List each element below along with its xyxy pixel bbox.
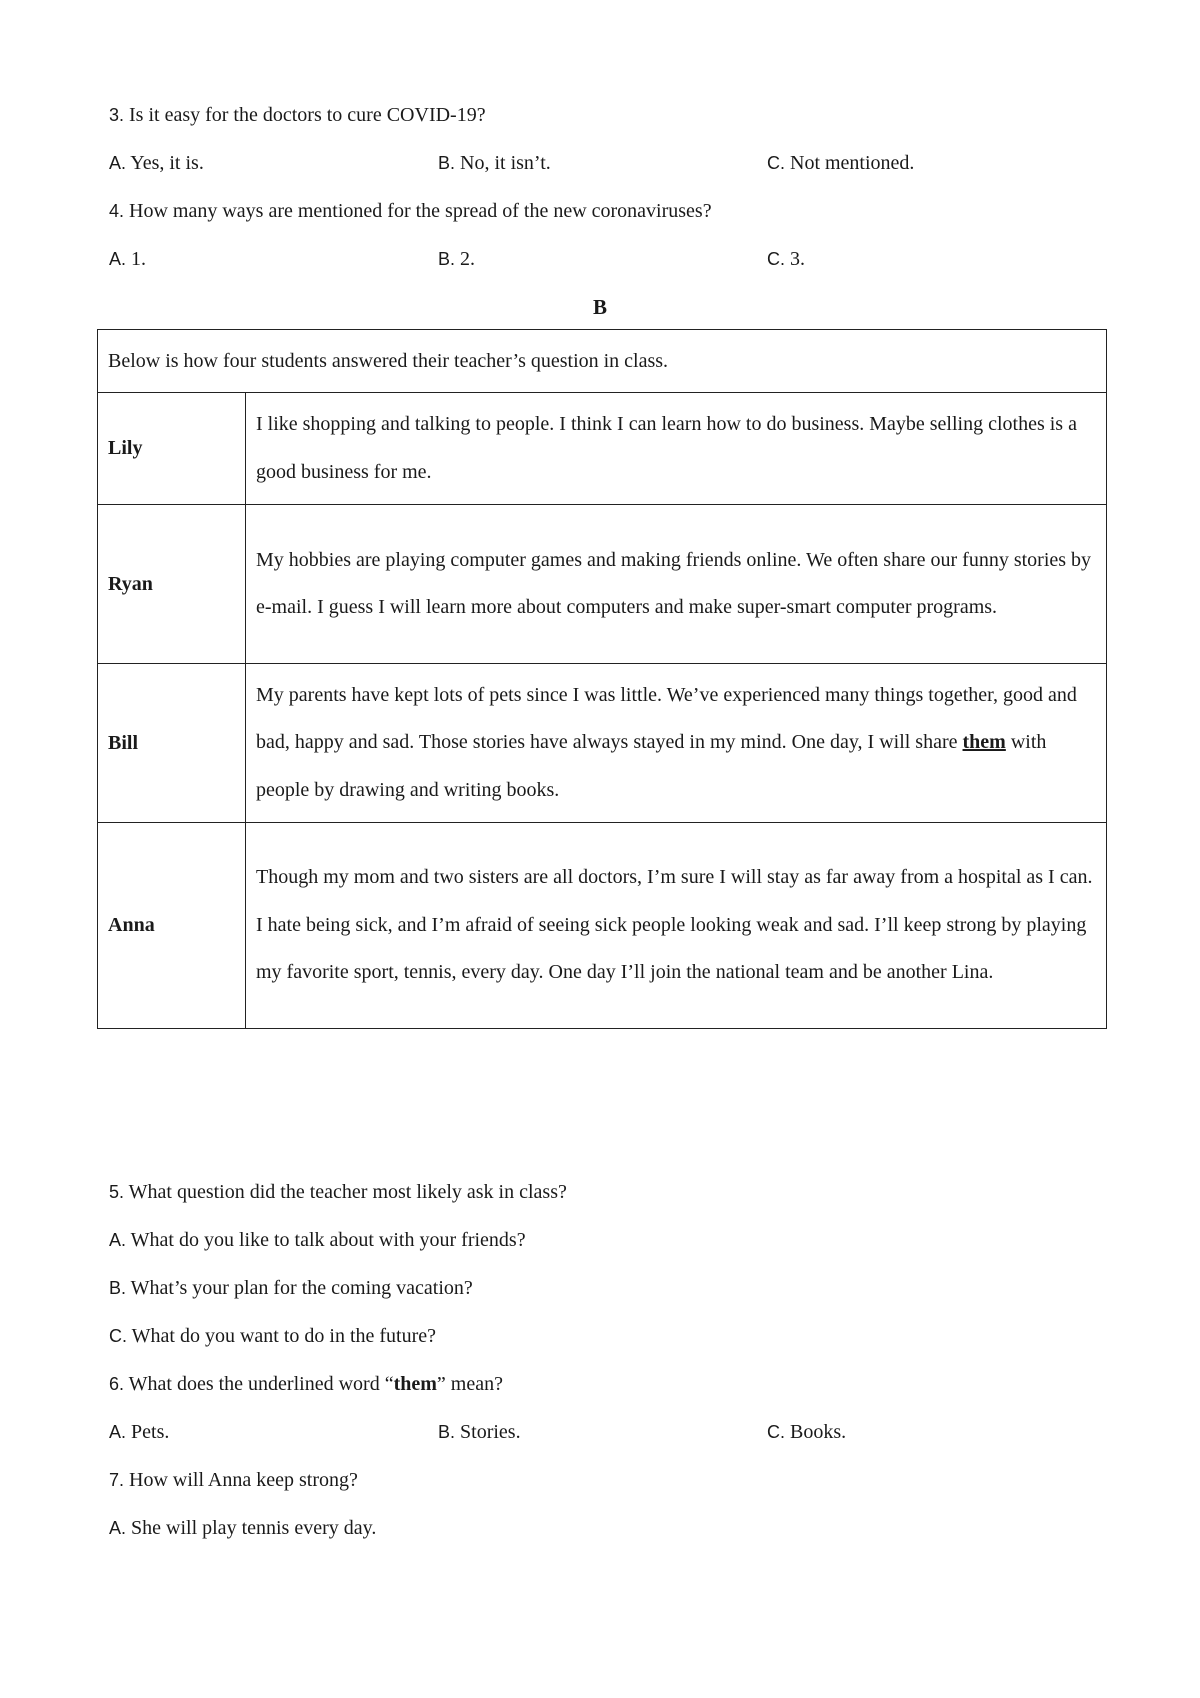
- option-b: B. Stories.: [438, 1421, 521, 1443]
- option-b: B. What’s your plan for the coming vacation?: [109, 1277, 473, 1299]
- table-row: [98, 664, 1107, 823]
- question-7: [109, 1467, 358, 1493]
- table-intro: Below is how four students answered their teacher’s question in class.: [98, 330, 1107, 393]
- student-answer: Though my mom and two sisters are all doctors, I’m sure I will stay as far away from a hospital as I can. I hate being sick, and I’m afraid of seeing sick people looking weak and sad. I’ll keep strong by playing my favorite sport, tennis, every day. One day I’ll join the national team and be another Lina.: [246, 823, 1107, 1029]
- student-name: Anna: [98, 823, 246, 1029]
- table-row: [98, 393, 1107, 505]
- underlined-word: them: [962, 731, 1006, 754]
- option-c: C. Books.: [767, 1421, 847, 1443]
- question-3-options: [109, 150, 1109, 176]
- table-row: [98, 823, 1107, 1029]
- table-row: [98, 330, 1107, 393]
- question-number: 4.: [109, 201, 125, 221]
- bold-word: them: [393, 1373, 437, 1395]
- question-text: Is it easy for the doctors to cure COVID-19?: [124, 104, 486, 126]
- option-b: B. 2.: [438, 248, 476, 270]
- question-4: [109, 198, 712, 224]
- students-table: [97, 329, 1107, 1029]
- student-answer: I like shopping and talking to people. I think I can learn how to do business. Maybe selling clothes is a good business for me.: [246, 393, 1107, 505]
- question-text: What question did the teacher most likely ask in class?: [124, 1181, 567, 1203]
- question-text: How many ways are mentioned for the spread of the new coronaviruses?: [124, 200, 712, 222]
- option-c: C. Not mentioned.: [767, 152, 915, 174]
- student-name: Ryan: [98, 505, 246, 664]
- question-5: [109, 1179, 567, 1205]
- section-title: B: [592, 295, 607, 319]
- student-name: Lily: [98, 393, 246, 505]
- option-c: C. 3.: [767, 248, 805, 270]
- table-row: [98, 505, 1107, 664]
- option-a: A. Pets.: [109, 1421, 170, 1443]
- student-answer: My hobbies are playing computer games and making friends online. We often share our funny stories by e-mail. I guess I will learn more about computers and make super-smart computer programs.: [246, 505, 1107, 664]
- question-number: 7.: [109, 1470, 125, 1490]
- student-answer: My parents have kept lots of pets since I was little. We’ve experienced many things together, good and bad, happy and sad. Those stories have always stayed in my mind. One day, I will share them with people by drawing and writing books.: [246, 664, 1107, 823]
- question-3: [109, 102, 486, 128]
- question-6-options: [109, 1419, 1109, 1445]
- question-4-options: [109, 246, 1109, 272]
- question-6: 6. What does the underlined word “them” mean?: [109, 1373, 503, 1395]
- question-number: 3.: [109, 105, 125, 125]
- option-b: B. No, it isn’t.: [438, 152, 551, 174]
- option-c: C. What do you want to do in the future?: [109, 1325, 437, 1347]
- option-a: A. Yes, it is.: [109, 152, 204, 174]
- option-a: A. She will play tennis every day.: [109, 1517, 377, 1539]
- question-text: How will Anna keep strong?: [124, 1469, 358, 1491]
- student-name: Bill: [98, 664, 246, 823]
- option-a: A. What do you like to talk about with your friends?: [109, 1229, 526, 1251]
- question-number: 5.: [109, 1182, 125, 1202]
- question-number: 6.: [109, 1374, 125, 1394]
- option-a: A. 1.: [109, 248, 147, 270]
